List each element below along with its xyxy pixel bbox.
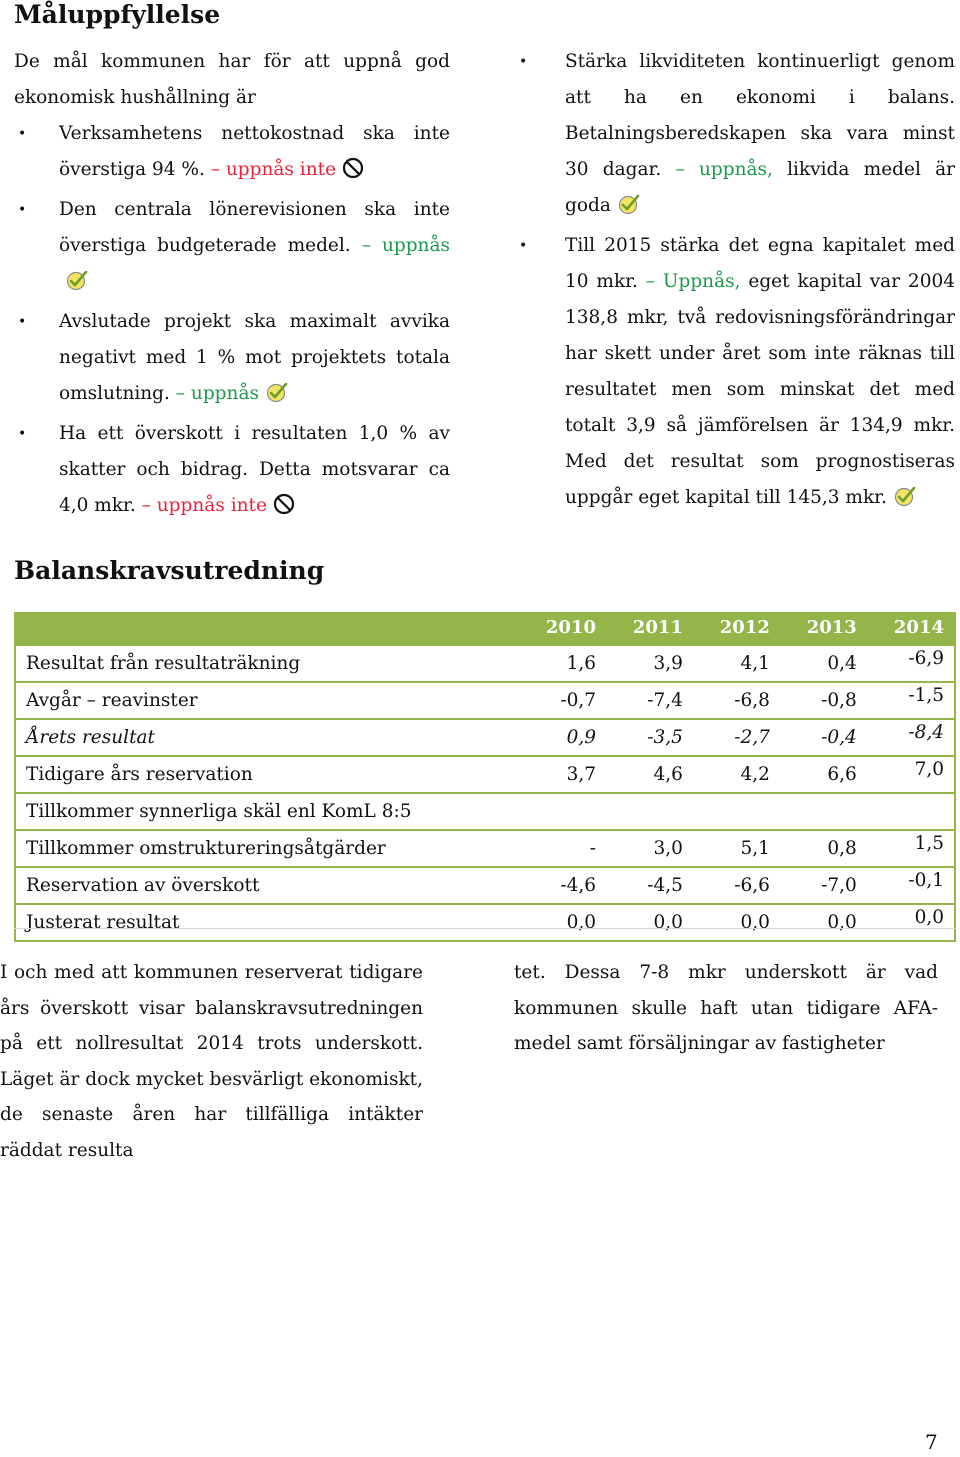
table-row	[15, 830, 955, 867]
table-row	[15, 644, 955, 682]
goal-item	[14, 416, 450, 528]
goal-item	[14, 116, 450, 192]
section-title: Balanskravsutredning	[14, 556, 325, 585]
year-header-2012: 2012	[693, 612, 780, 644]
goal-text: Till 2015 stärka det egna kapitalet med 10 mkr.	[565, 235, 955, 292]
goal-status: – uppnås,	[675, 159, 773, 180]
cell-2011: 3,9	[606, 644, 693, 682]
cell-2011: -4,5	[606, 867, 693, 904]
cell-2013: 0,4	[780, 644, 867, 682]
page-number: 7	[925, 1430, 938, 1454]
goals-intro: De mål kommunen har för att uppnå god ekonomisk hushållning är	[14, 51, 450, 108]
prohibited-icon	[342, 156, 364, 192]
divider	[14, 928, 956, 929]
goal-comment: likvida medel är goda	[565, 159, 955, 216]
prohibited-icon	[273, 492, 295, 528]
year-header-2014: 2014	[867, 612, 955, 644]
cell-2010: 3,7	[519, 756, 606, 793]
cell-2013: 0,8	[780, 830, 867, 867]
goal-comment: eget kapital var 2004 138,8 mkr, två redovisningsförändringar har skett under året som inte räknas till resultatet men som minskat det med totalt 3,9 så jämförelsen är 134,9 mkr. Med det resultat som prognostiseras uppgår eget kapital till 145,3 mkr.	[565, 271, 955, 508]
cell-2014: -6,9	[867, 644, 955, 682]
checkmark-icon	[617, 192, 641, 228]
table-row	[15, 682, 955, 719]
row-label: Årets resultat	[15, 719, 519, 756]
cell-2013	[780, 793, 867, 830]
cell-2010: 0,0	[519, 904, 606, 941]
cell-2013: -0,8	[780, 682, 867, 719]
cell-2014: 7,0	[867, 756, 955, 793]
cell-2010	[519, 793, 606, 830]
cell-2012: -6,6	[693, 867, 780, 904]
cell-2011: -3,5	[606, 719, 693, 756]
conclusion-paragraph-right: tet. Dessa 7-8 mkr underskott är vad kommunen skulle haft utan tidigare AFA-medel samt försäljningar av fastigheter	[514, 962, 938, 1054]
cell-2010: -0,7	[519, 682, 606, 719]
cell-2012: 0,0	[693, 904, 780, 941]
goal-item	[515, 44, 955, 228]
goal-text: Verksamhetens nettokostnad ska inte överstiga 94 %.	[59, 123, 450, 180]
cell-2011	[606, 793, 693, 830]
row-label: Resultat från resultaträkning	[15, 644, 519, 682]
cell-2011: 0,0	[606, 904, 693, 941]
cell-2013: 6,6	[780, 756, 867, 793]
bullet-icon: •	[18, 426, 27, 442]
goal-text: Avslutade projekt ska maximalt avvika negativt med 1 % mot projektets totala omslutning.	[59, 311, 450, 404]
goals-list-right	[515, 44, 955, 520]
cell-2014: 1,5	[867, 830, 955, 867]
cell-2012: 4,1	[693, 644, 780, 682]
right-column	[515, 44, 955, 520]
table-row	[15, 867, 955, 904]
bullet-icon: •	[519, 54, 528, 70]
table-header-row	[15, 612, 955, 644]
goal-status: – uppnås	[175, 383, 259, 404]
year-header-2011: 2011	[606, 612, 693, 644]
bullet-icon: •	[18, 314, 27, 330]
table-row	[15, 719, 955, 756]
goal-text: Den centrala lönerevisionen ska inte överstiga budgeterade medel.	[59, 199, 450, 256]
goal-item	[14, 304, 450, 416]
cell-2013: 0,0	[780, 904, 867, 941]
year-header-2013: 2013	[780, 612, 867, 644]
conclusion-paragraph-left: I och med att kommunen reserverat tidigare års överskott visar balanskravsutredningen på ett nollresultat 2014 trots underskott. Läget är dock mycket besvärligt ekonomiskt, de senaste åren har tillfälliga intäkter räddat resulta	[0, 962, 423, 1161]
bullet-icon: •	[18, 202, 27, 218]
cell-2014: 0,0	[867, 904, 955, 941]
goal-status: – uppnås	[361, 235, 450, 256]
cell-2012: 4,2	[693, 756, 780, 793]
goal-status: – uppnås inte	[141, 495, 267, 516]
goal-status: – Uppnås,	[645, 271, 741, 292]
cell-2010: -	[519, 830, 606, 867]
row-label: Tillkommer synnerliga skäl enl KomL 8:5	[15, 793, 519, 830]
bullet-icon: •	[18, 126, 27, 142]
row-label: Reservation av överskott	[15, 867, 519, 904]
goals-list-left	[14, 116, 450, 528]
row-label: Avgår – reavinster	[15, 682, 519, 719]
bullet-icon: •	[519, 238, 528, 254]
cell-2011: 4,6	[606, 756, 693, 793]
table-header-blank	[15, 612, 519, 644]
year-header-2010: 2010	[519, 612, 606, 644]
goal-text: Stärka likviditeten kontinuerligt genom att ha en ekonomi i balans. Betalningsberedskapen ska vara minst 30 dagar.	[565, 51, 955, 180]
row-label: Tillkommer omstruktureringsåtgärder	[15, 830, 519, 867]
table-row	[15, 904, 955, 941]
row-label: Justerat resultat	[15, 904, 519, 941]
left-column	[14, 44, 450, 528]
goal-status: – uppnås inte	[210, 159, 337, 180]
goal-text: Ha ett överskott i resultaten 1,0 % av skatter och bidrag. Detta motsvarar ca 4,0 mkr.	[59, 423, 450, 516]
cell-2010: 0,9	[519, 719, 606, 756]
cell-2011: 3,0	[606, 830, 693, 867]
cell-2013: -7,0	[780, 867, 867, 904]
cell-2012: 5,1	[693, 830, 780, 867]
cell-2014: -1,5	[867, 682, 955, 719]
goal-item	[14, 192, 450, 304]
cell-2010: -4,6	[519, 867, 606, 904]
row-label: Tidigare års reservation	[15, 756, 519, 793]
goal-item	[515, 228, 955, 520]
cell-2012	[693, 793, 780, 830]
checkmark-icon	[65, 268, 89, 304]
checkmark-icon	[893, 484, 917, 520]
cell-2014	[867, 793, 955, 830]
table-row	[15, 756, 955, 793]
cell-2010: 1,6	[519, 644, 606, 682]
page-title: Måluppfyllelse	[14, 0, 221, 29]
table-row	[15, 793, 955, 830]
cell-2012: -2,7	[693, 719, 780, 756]
checkmark-icon	[265, 380, 289, 416]
cell-2014: -0,1	[867, 867, 955, 904]
cell-2013: -0,4	[780, 719, 867, 756]
cell-2011: -7,4	[606, 682, 693, 719]
cell-2012: -6,8	[693, 682, 780, 719]
balance-requirement-table	[14, 612, 956, 942]
cell-2014: -8,4	[867, 719, 955, 756]
